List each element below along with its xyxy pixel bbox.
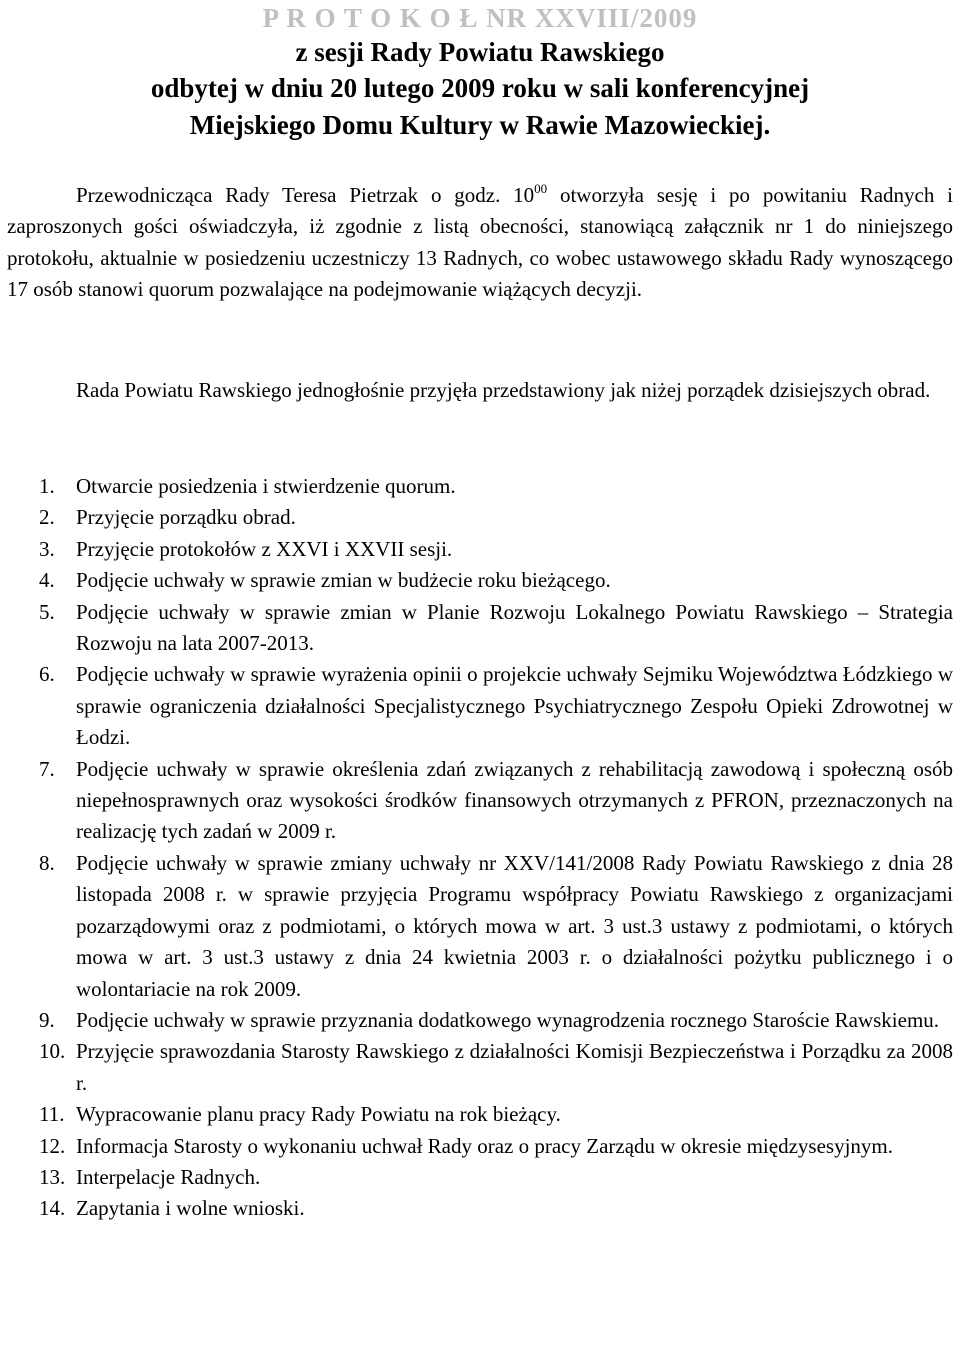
agenda-item-number: 14. [39,1196,66,1221]
agenda-item-number: 5. [39,599,55,624]
agenda-item-text: Otwarcie posiedzenia i stwierdzenie quorum. [76,474,456,498]
agenda-item-number: 8. [39,850,55,875]
agenda-item-text: Przyjęcie protokołów z XXVI i XXVII sesji. [76,536,453,561]
opening-paragraph [7,180,953,306]
agenda-item-number: 13. [39,1164,66,1189]
session-title: z sesji Rady Powiatu Rawskiego [295,37,665,67]
agenda-item [0,471,953,502]
agenda-item-number: 2. [39,505,55,530]
agenda-item-text: Podjęcie uchwały w sprawie określenia zdań związanych z rehabilitacją zawodową i społeczną osób niepełnosprawnych oraz wysokości środków finansowych otrzymanych z PFRON, przeznaczonych na realizację tych zadań w 2009 r. [76,756,953,844]
agenda-list [0,471,960,1225]
protocol-number-title: P R O T O K O Ł NR XXVIII/2009 [262,3,698,33]
opening-time-superscript: 00 [534,181,548,196]
agenda-item-text: Przyjęcie porządku obrad. [76,505,296,530]
agenda-item-text: Podjęcie uchwały w sprawie przyznania dodatkowego wynagrodzenia rocznego Staroście Rawskiemu. [76,1007,940,1032]
agenda-item [0,754,953,848]
agenda-item [0,1099,953,1130]
agenda-item-number: 7. [39,756,55,781]
session-date-line: odbytej w dniu 20 lutego 2009 roku w sali konferencyjnej [150,73,810,103]
agenda-item-text: Zapytania i wolne wnioski. [76,1196,305,1221]
agenda-item [0,1005,953,1036]
agenda-item-text: Interpelacje Radnych. [76,1164,261,1189]
session-venue-line: Miejskiego Domu Kultury w Rawie Mazowieckiej. [189,110,771,140]
agenda-item [0,1162,953,1193]
agenda-item-text: Podjęcie uchwały w sprawie wyrażenia opinii o projekcie uchwały Sejmiku Województwa Łódzkiego w sprawie ograniczenia działalności Specjalistycznego Psychiatrycznego Zespołu Opieki Zdrowotnej w Łodzi. [76,662,953,750]
agenda-item-number: 6. [39,662,55,687]
agenda-item-number: 3. [39,536,55,561]
agenda-item [0,1193,953,1224]
agenda-item [0,534,953,565]
agenda-item [0,1036,953,1099]
agenda-item [0,502,953,533]
agenda-item [0,659,953,753]
agenda-item-text: Wypracowanie planu pracy Rady Powiatu na rok bieżący. [76,1102,561,1127]
agenda-item-number: 11. [39,1102,65,1127]
opening-text-rest: otworzyła sesję i po powitaniu Radnych i zaproszonych gości oświadczyła, iż zgodnie z listą obecności, stanowiącą załącznik nr 1 do niniejszego protokołu, aktualnie w posiedzeniu uczestniczy 13 Radnych, co wobec ustawowego składu Rady wynoszącego 17 osób stanowi quorum pozwalające na podejmowanie wiążących decyzji. [7,183,953,302]
agenda-item-text: Informacja Starosty o wykonaniu uchwał Rady oraz o pracy Zarządu w okresie międzysesyjnym. [76,1133,893,1158]
agenda-item [0,848,953,1005]
agenda-item-number: 9. [39,1007,55,1032]
agenda-item-text: Podjęcie uchwały w sprawie zmian w Planie Rozwoju Lokalnego Powiatu Rawskiego – Strategia Rozwoju na lata 2007-2013. [76,599,953,656]
agenda-item-number: 1. [39,474,55,498]
agenda-item-number: 4. [39,568,55,593]
agenda-item [0,597,953,660]
agenda-item-text: Przyjęcie sprawozdania Starosty Rawskiego z działalności Komisji Bezpieczeństwa i Porządku za 2008 r. [76,1039,953,1095]
agenda-item-text: Podjęcie uchwały w sprawie zmiany uchwały nr XXV/141/2008 Rady Powiatu Rawskiego z dnia 28 listopada 2008 r. w sprawie przyjęcia Programu współpracy Powiatu Rawskiego z organizacjami pozarządowymi oraz z podmiotami, o których mowa w art. 3 ust.3 ustawy z podmiotami, o których mowa w art. 3 ust.3 ustawy z dnia 24 kwietnia 2003 r. o działalności pożytku publicznego i o wolontariacie na rok 2009. [76,850,953,1001]
agenda-item-text: Podjęcie uchwały w sprawie zmian w budżecie roku bieżącego. [76,568,611,593]
agenda-item-number: 12. [39,1133,66,1158]
agenda-item-number: 10. [39,1039,66,1064]
agenda-intro-paragraph: Rada Powiatu Rawskiego jednogłośnie przyjęła przedstawiony jak niżej porządek dzisiejszych obrad. [76,378,931,402]
agenda-item [0,1131,953,1162]
agenda-item [0,565,953,596]
opening-text-start: Przewodnicząca Rady Teresa Pietrzak o godz. 10 [76,183,535,207]
